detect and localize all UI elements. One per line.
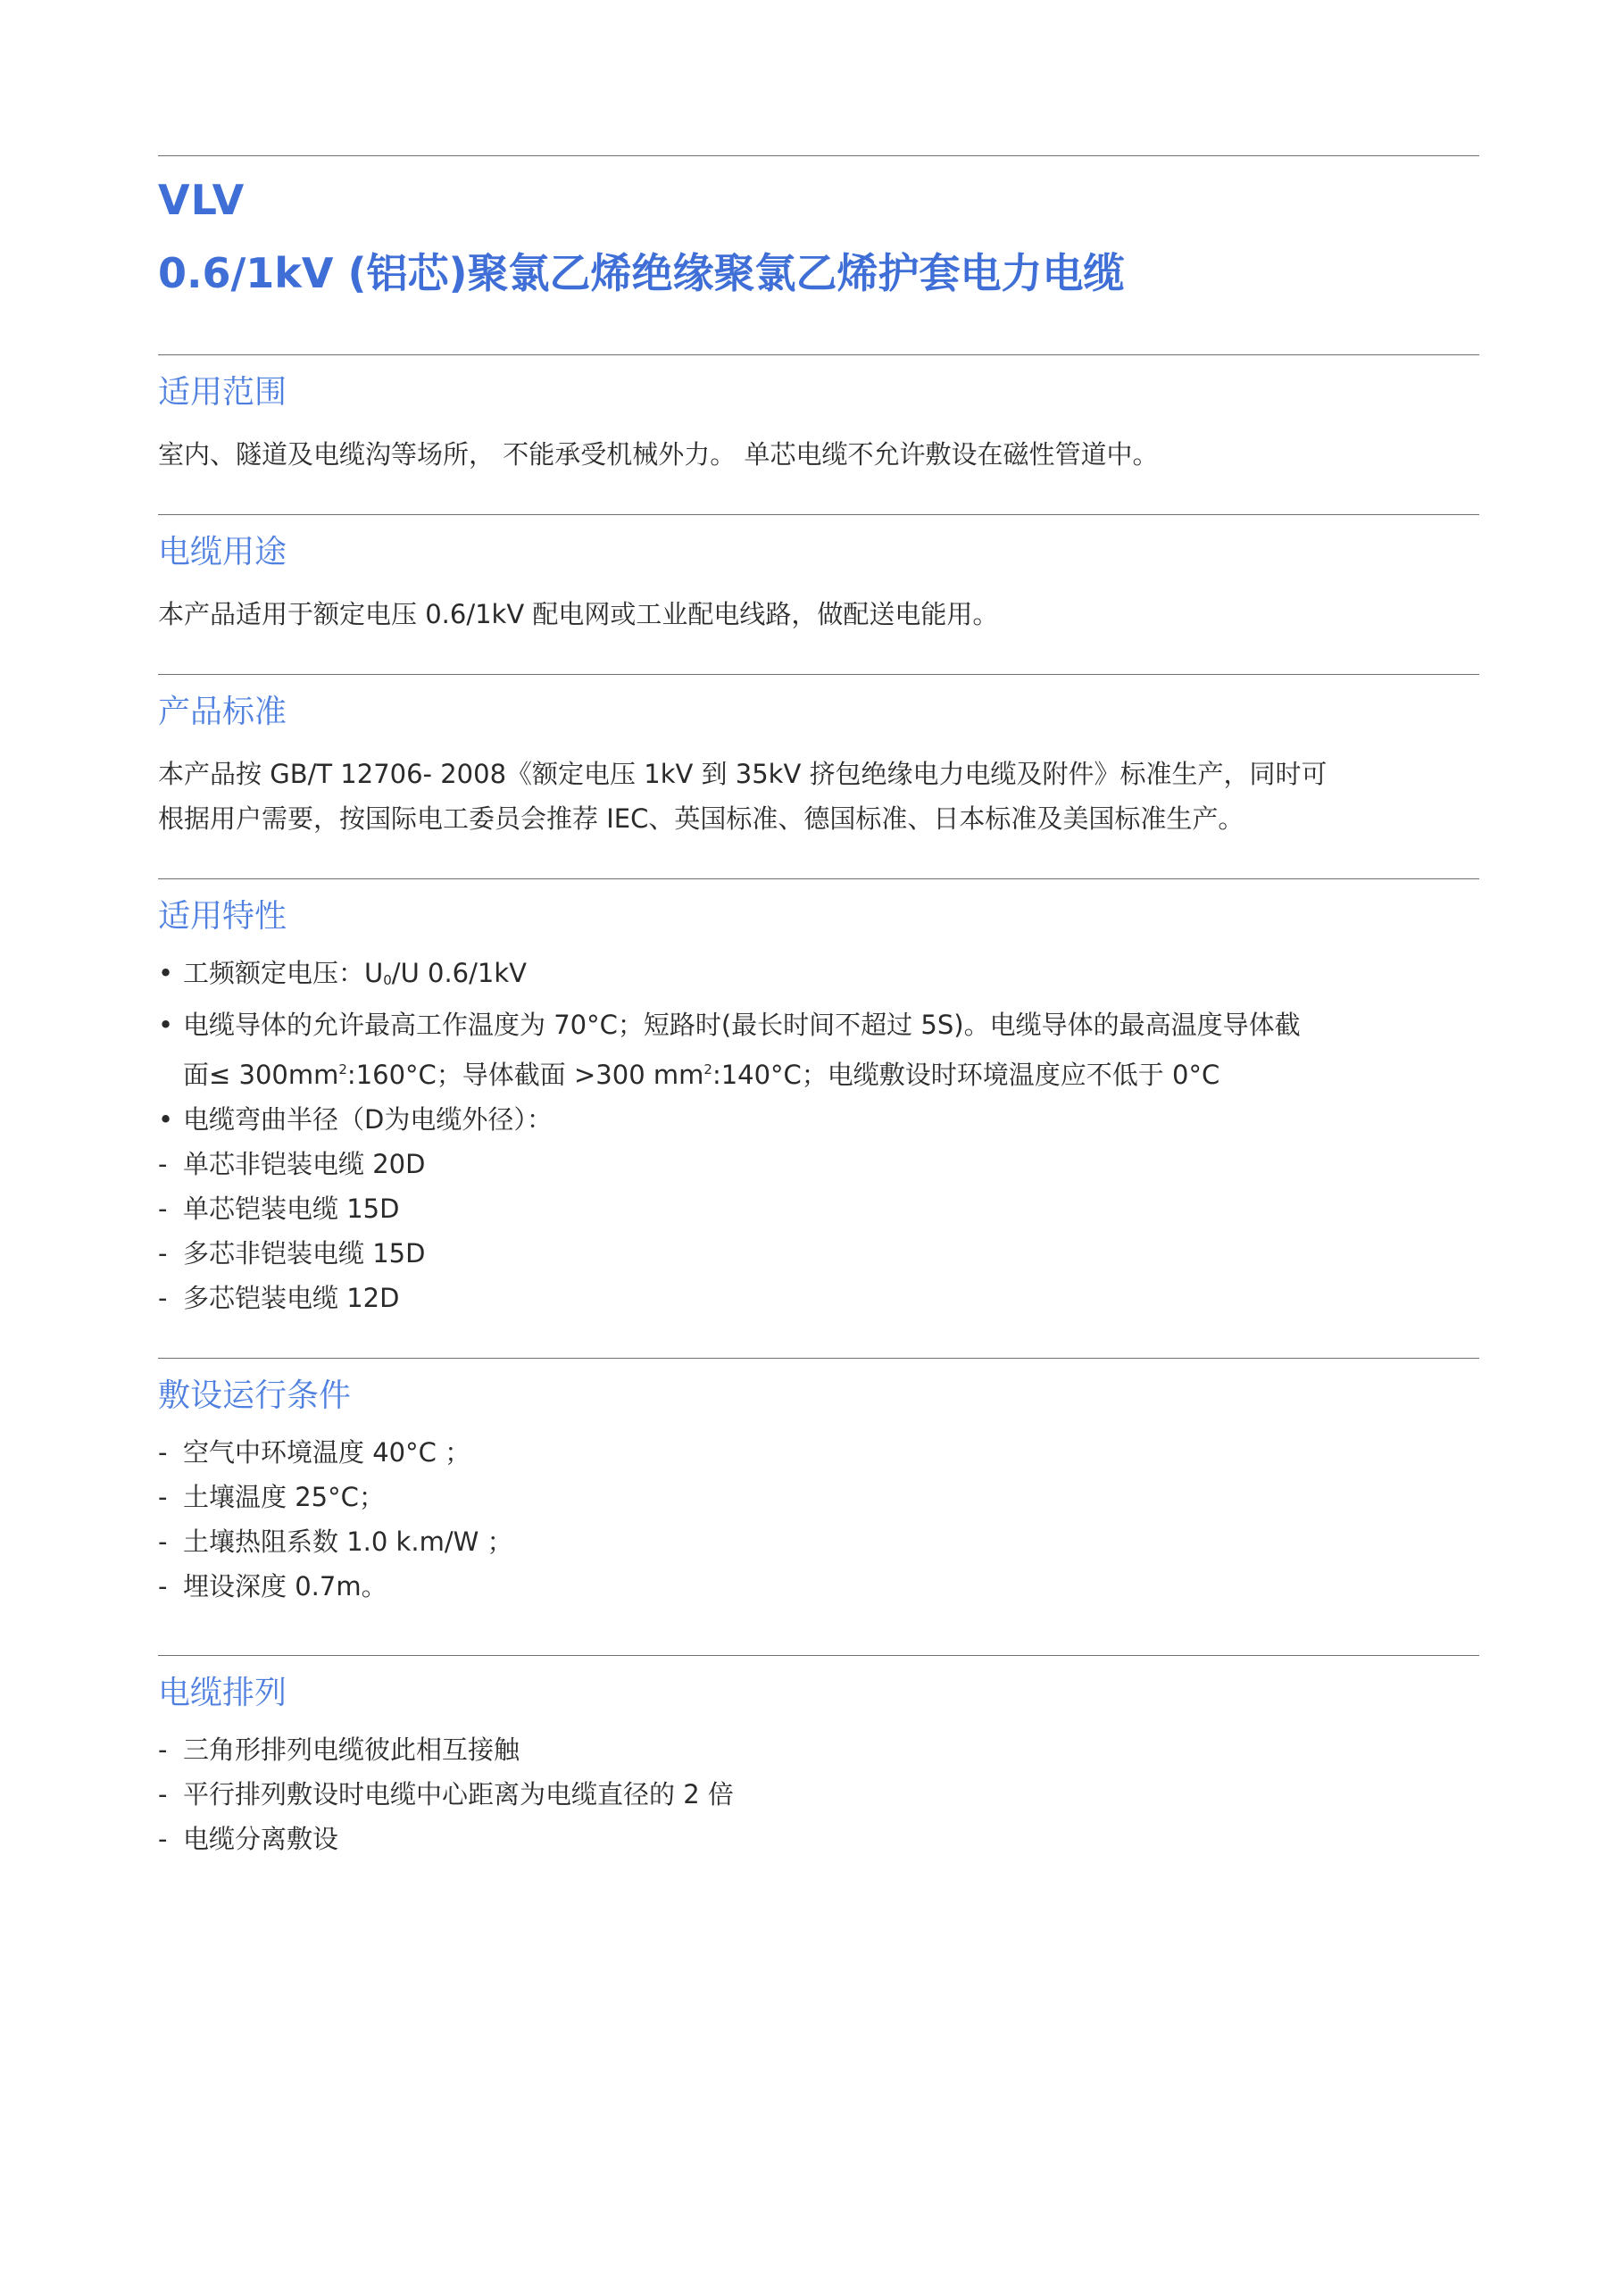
- bullet-marker: •: [158, 1104, 174, 1135]
- section-standard: [158, 674, 1479, 841]
- feature-list: [158, 951, 1479, 1320]
- dash-marker: -: [158, 1194, 168, 1224]
- dash-marker: -: [158, 1734, 168, 1765]
- section-text: 室内、隧道及电缆沟等场所， 不能承受机械外力。 单芯电缆不允许敷设在磁性管道中。: [158, 439, 1159, 470]
- section-features: [158, 878, 1479, 1320]
- text-line: 电缆导体的允许最高工作温度为 70°C；短路时(最长时间不超过 5S)。电缆导体的最高温度导体截: [183, 1010, 1301, 1040]
- list-item: - 空气中环境温度 40°C ；: [158, 1430, 1479, 1475]
- dash-marker: -: [158, 1149, 168, 1179]
- list-item: - 三角形排列电缆彼此相互接触: [158, 1727, 1479, 1772]
- section-scope: [158, 354, 1479, 477]
- dash-marker: -: [158, 1779, 168, 1809]
- list-item: [158, 1002, 1479, 1097]
- document-page: [158, 0, 1479, 1861]
- dash-marker: -: [158, 1824, 168, 1854]
- dash-marker: -: [158, 1437, 168, 1468]
- list-item: - 埋设深度 0.7m。: [158, 1564, 1479, 1609]
- divider: [158, 155, 1479, 156]
- text-line: 根据用户需要，按国际电工委员会推荐 IEC、英国标准、德国标准、日本标准及美国标准生产。: [158, 803, 1244, 834]
- section-usage: [158, 514, 1479, 636]
- divider: [158, 878, 1479, 879]
- list-item: • 工频额定电压：$U_0/U$ 0.6/1kV: [158, 951, 1479, 1002]
- section-heading: 电缆用途: [158, 534, 287, 570]
- arrangement-list: [158, 1727, 1479, 1861]
- section-heading: 敷设运行条件: [158, 1377, 352, 1414]
- section-conditions: [158, 1358, 1479, 1609]
- divider: [158, 354, 1479, 355]
- section-arrangement: [158, 1655, 1479, 1861]
- list-item: - 多芯铠装电缆 12D: [158, 1276, 1479, 1320]
- dash-marker: -: [158, 1482, 168, 1512]
- dash-marker: -: [158, 1238, 168, 1269]
- section-heading: 适用范围: [158, 374, 287, 411]
- list-item: - 土壤热阻系数 1.0 k.m/W ；: [158, 1519, 1479, 1564]
- divider: [158, 514, 1479, 515]
- section-text: [158, 752, 1479, 841]
- product-model: VLV: [158, 176, 246, 224]
- text-line: 面≤ $300mm^2:160^\circ C$；导体截面 >300 $mm^2:140^\circ C$；电缆敷设时环境温度应不低于 0°C: [183, 1060, 1220, 1090]
- product-name: 0.6/1kV (铝芯)聚氯乙烯绝缘聚氯乙烯护套电力电缆: [158, 249, 1125, 297]
- list-item: - 土壤温度 25°C；: [158, 1475, 1479, 1519]
- list-item: • 电缆弯曲半径（D为电缆外径）：: [158, 1097, 1479, 1142]
- dash-marker: -: [158, 1527, 168, 1557]
- divider: [158, 674, 1479, 675]
- list-item: - 多芯非铠装电缆 15D: [158, 1231, 1479, 1276]
- list-item: - 单芯铠装电缆 15D: [158, 1186, 1479, 1231]
- section-text: 本产品适用于额定电压 0.6/1kV 配电网或工业配电线路，做配送电能用。: [158, 599, 999, 629]
- list-item: - 单芯非铠装电缆 20D: [158, 1142, 1479, 1186]
- section-heading: 适用特性: [158, 898, 287, 935]
- list-item: - 电缆分离敷设: [158, 1817, 1479, 1861]
- dash-marker: -: [158, 1571, 168, 1601]
- divider: [158, 1358, 1479, 1359]
- divider: [158, 1655, 1479, 1656]
- text-line: 本产品按 GB/T 12706- 2008《额定电压 1kV 到 35kV 挤包绝缘电力电缆及附件》标准生产，同时可: [158, 759, 1328, 789]
- list-item: - 平行排列敷设时电缆中心距离为电缆直径的 2 倍: [158, 1772, 1479, 1817]
- bullet-marker: •: [158, 958, 174, 988]
- section-heading: 产品标准: [158, 694, 287, 730]
- dash-marker: -: [158, 1283, 168, 1313]
- title-block: [158, 155, 1479, 297]
- section-heading: 电缆排列: [158, 1675, 287, 1711]
- condition-list: [158, 1430, 1479, 1609]
- bullet-marker: •: [158, 1010, 174, 1040]
